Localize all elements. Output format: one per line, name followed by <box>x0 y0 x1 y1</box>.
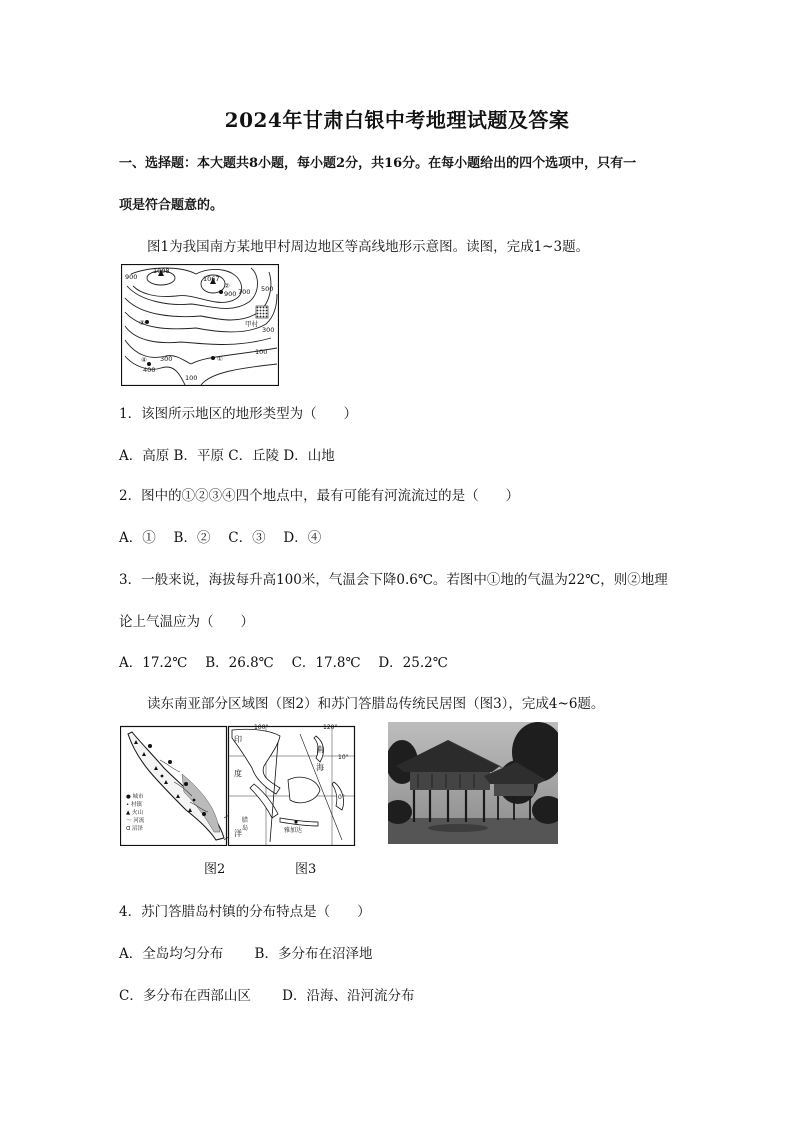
map-label: 腊 <box>242 817 249 824</box>
question-3-stem-line2: 论上气温应为（ ） <box>119 614 254 630</box>
map-label: 岛 <box>242 825 249 832</box>
point-label: ③ <box>139 319 145 327</box>
question-1-stem: 1．该图所示地区的地形类型为（ ） <box>119 406 358 422</box>
svg-text:• 村镇: • 村镇 <box>126 802 143 808</box>
question-2-options: A．① B．② C．③ D．④ <box>119 530 322 546</box>
elevation-label: 500 <box>261 285 274 293</box>
elevation-label: 1008 <box>153 267 170 275</box>
city-label-jakarta: 雅加达 <box>284 827 303 834</box>
svg-text:▲ 火山: ▲ 火山 <box>126 810 143 816</box>
elevation-label: 900 <box>125 273 138 281</box>
map-label: 洋 <box>234 829 242 838</box>
elevation-label: 100 <box>185 374 198 382</box>
question-4-options-line1: A．全岛均匀分布 B．多分布在沼泽地 <box>119 946 373 962</box>
section-heading-line1: 一、选择题：本大题共8小题，每小题2分，共16分。在每小题给出的四个选项中，只有一 <box>119 156 637 171</box>
longitude-label: 120° <box>323 724 338 731</box>
question-2-stem: 2．图中的①②③④四个地点中，最有可能有河流流过的是（ ） <box>119 488 520 504</box>
legend-town: 村镇 <box>131 802 143 808</box>
figure3-caption: 图3 <box>295 862 317 877</box>
stilt-house-photo <box>388 722 558 844</box>
latitude-label: 0° <box>338 794 345 801</box>
latitude-label: 10° <box>338 754 349 761</box>
page-title: 2024年甘肃白银中考地理试题及答案 <box>224 108 570 132</box>
svg-text:ᗡ 沼泽: ᗡ 沼泽 <box>126 826 143 832</box>
elevation-label: 300 <box>160 355 173 363</box>
elevation-label: 100 <box>255 348 268 356</box>
map-label: 海 <box>316 763 324 772</box>
question-4-stem: 4．苏门答腊岛村镇的分布特点是（ ） <box>119 904 371 920</box>
legend-volcano: 火山 <box>131 810 143 816</box>
intro-figure1: 图1为我国南方某地甲村周边地区等高线地形示意图。读图，完成1~3题。 <box>147 239 590 255</box>
elevation-label: 300 <box>262 326 275 334</box>
svg-text:● 城市: ● 城市 <box>126 794 144 800</box>
map-label: 印 <box>234 735 242 744</box>
point-label: ② <box>224 282 230 290</box>
elevation-label: 1067 <box>203 275 220 283</box>
point-label: ① <box>217 355 223 363</box>
map-label: 度 <box>234 769 242 778</box>
elevation-label: 400 <box>143 366 156 374</box>
legend-river: 河流 <box>133 818 145 824</box>
question-3-stem-line1: 3．一般来说，海拔每升高100米，气温会下降0.6℃。若图中①地的气温为22℃，则②地理 <box>119 572 668 588</box>
village-label: 甲村 <box>245 320 258 328</box>
svg-text:〜 河流: 〜 河流 <box>126 818 145 824</box>
contour-map-figure <box>121 264 279 386</box>
legend-city: 城市 <box>132 794 144 800</box>
southeast-asia-map-figure <box>120 722 356 846</box>
legend-swamp: 沼泽 <box>131 826 143 832</box>
intro-figure2-3: 读东南亚部分区域图（图2）和苏门答腊岛传统民居图（图3），完成4~6题。 <box>147 696 605 712</box>
longitude-label: 100° <box>254 724 269 731</box>
elevation-label: 900 <box>224 290 237 298</box>
elevation-label: 700 <box>238 288 251 296</box>
question-3-options: A．17.2℃ B．26.8℃ C．17.8℃ D．25.2℃ <box>119 655 448 671</box>
map-label: 南 <box>316 745 324 754</box>
question-1-options: A．高原 B．平原 C．丘陵 D．山地 <box>119 448 335 464</box>
section-heading-line2: 项是符合题意的。 <box>119 198 224 213</box>
figure2-caption: 图2 <box>204 862 226 877</box>
question-4-options-line2: C．多分布在西部山区 D．沿海、沿河流分布 <box>119 988 415 1004</box>
point-label: ④ <box>141 356 147 364</box>
